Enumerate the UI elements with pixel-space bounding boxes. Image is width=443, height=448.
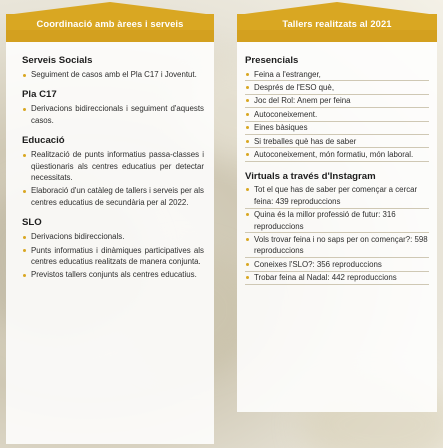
section-virtuals xyxy=(245,171,429,285)
section-heading: Virtuals a través d'Instagram xyxy=(245,170,376,182)
section-pla-c17 xyxy=(22,89,204,126)
item-list xyxy=(22,69,204,80)
coordination-tab xyxy=(6,2,214,42)
workshops-panel xyxy=(237,14,437,412)
list-item: Tot el que has de saber per començar a cercar feina: 439 reproduccions xyxy=(245,184,429,209)
item-list xyxy=(22,231,204,281)
list-item: Elaboració d'un catàleg de tallers i serveis per als centres educatius de secundària per al 2022. xyxy=(22,185,204,208)
section-presencials xyxy=(245,55,429,162)
section-heading: SLO xyxy=(22,217,42,229)
list-item: Coneixes l'SLO?: 356 reproduccions xyxy=(245,258,429,271)
list-item: Derivacions bidireccionals i seguiment d'aquests casos. xyxy=(22,103,204,126)
list-item: Autoconeixement. xyxy=(245,108,429,121)
section-slo xyxy=(22,217,204,281)
list-item: Quina és la millor professió de futur: 316 reproduccions xyxy=(245,209,429,234)
item-list xyxy=(245,184,429,285)
list-item: Realització de punts informatius passa-classes i qüestionaris als centres educatius per detectar necessitats. xyxy=(22,149,204,183)
section-educacio xyxy=(22,135,204,208)
list-item: Previstos tallers conjunts als centres educatius. xyxy=(22,269,204,280)
list-item: Eines bàsiques xyxy=(245,122,429,135)
item-list xyxy=(245,68,429,162)
list-item: Feina a l'estranger, xyxy=(245,68,429,81)
item-list xyxy=(22,149,204,208)
section-serveis-socials xyxy=(22,55,204,80)
coordination-panel xyxy=(6,14,214,444)
list-item: Si treballes què has de saber xyxy=(245,135,429,148)
list-item: Vols trovar feina i no saps per on començar?: 598 reproduccions xyxy=(245,233,429,258)
section-heading: Pla C17 xyxy=(22,89,57,101)
list-item: Derivacions bidireccionals. xyxy=(22,231,204,242)
coordination-content xyxy=(22,55,204,290)
workshops-tab xyxy=(237,2,437,42)
list-item: Autoconeixement, món formatiu, món laboral. xyxy=(245,148,429,161)
list-item: Seguiment de casos amb el Pla C17 i Joventut. xyxy=(22,69,204,80)
workshops-title: Tallers realitzats al 2021 xyxy=(282,18,392,29)
section-heading: Educació xyxy=(22,135,65,147)
workshops-content xyxy=(245,55,429,294)
section-heading: Presencials xyxy=(245,55,299,66)
coordination-title: Coordinació amb àrees i serveis xyxy=(36,18,184,29)
item-list xyxy=(22,103,204,126)
list-item: Trobar feina al Nadal: 442 reproduccions xyxy=(245,272,429,285)
list-item: Després de l'ESO què, xyxy=(245,81,429,94)
list-item: Joc del Rol: Anem per feina xyxy=(245,95,429,108)
list-item: Punts informatius i dinàmiques participatives als centres educatius realitzats de manera conjunta. xyxy=(22,245,204,268)
section-heading: Serveis Socials xyxy=(22,55,93,66)
